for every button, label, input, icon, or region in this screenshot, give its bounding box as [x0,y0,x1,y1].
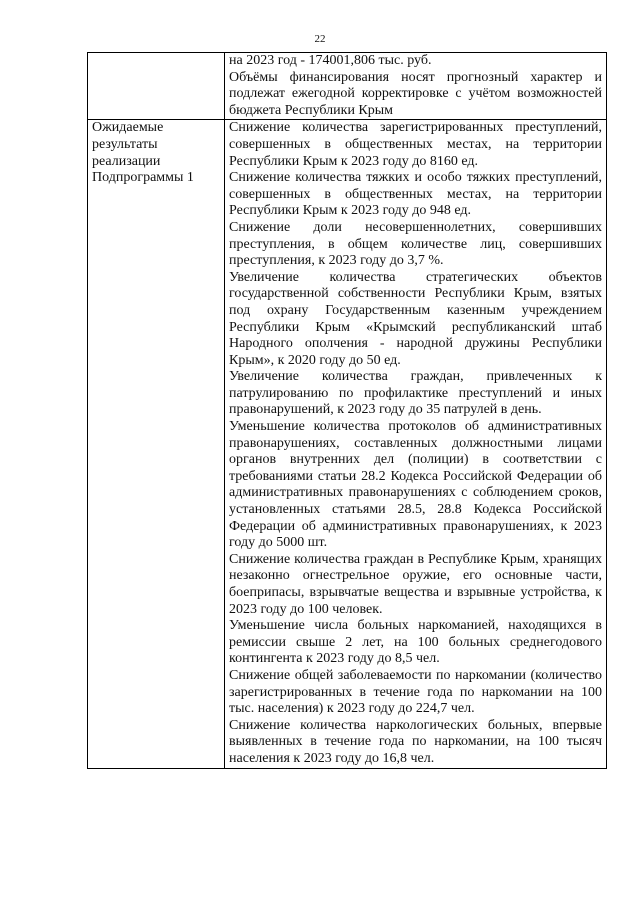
row-label [88,53,225,120]
row-label: Ожидаемые результаты реализации Подпрограммы 1 [88,120,225,768]
row-content [225,53,607,120]
result-item: Уменьшение количества протоколов об административных правонарушениях, составленных должностными лицами органов внутренних дел (полиции) в соответствии с требованиями статьи 28.2 Кодекса Российской Федерации об административных правонарушениях с соблюдением сроков, установленных статьями 28.5, 28.8 Кодекса Российской Федерации об административных правонарушениях, к 2023 году до 5000 шт. [229,419,602,551]
financing-note-text: Объёмы финансирования носят прогнозный характер и подлежат ежегодной корректировке с учётом возможностей бюджета Республики Крым [229,69,602,118]
result-item: Снижение количества граждан в Республике Крым, хранящих незаконно огнестрельное оружие, его основные части, боеприпасы, взрывчатые вещества и взрывные устройства, к 2023 году до 100 человек. [229,551,602,617]
page-number: 22 [314,33,326,45]
result-item: Увеличение количества граждан, привлеченных к патрулированию по профилактике преступлений и иных правонарушений, к 2023 году до 35 патрулей в день. [229,369,602,418]
result-item: Снижение количества тяжких и особо тяжких преступлений, совершенных в общественных местах, на территории Республики Крым к 2023 году до 948 ед. [229,170,602,219]
expected-results-list [225,120,607,768]
financing-2023-text: на 2023 год - 174001,806 тыс. руб. [229,53,432,68]
result-item: Снижение количества наркологических больных, впервые выявленных в течение года по наркомании, на 100 тысяч населения к 2023 году до 16,8 чел. [229,717,602,766]
table-row [88,53,607,120]
result-item: Снижение общей заболеваемости по наркомании (количество зарегистрированных в течение года по наркомании на 100 тыс. населения) к 2023 году до 224,7 чел. [229,667,602,717]
result-item: Увеличение количества стратегических объектов государственной собственности Республики Крым, взятых под охрану Государственным казенным учреждением Республики Крым «Крымский республиканский штаб Народного ополчения - народной дружины Республики Крым», к 2020 году до 50 ед. [229,269,602,368]
table-row [88,120,607,768]
result-item: Снижение количества зарегистрированных преступлений, совершенных в общественных местах, на территории Республики Крым к 2023 году до 8160 ед. [229,120,602,169]
result-item: Снижение доли несовершеннолетних, совершивших преступления, в общем количестве лиц, совершивших преступления, к 2023 году до 3,7 %. [229,219,602,269]
result-item: Уменьшение числа больных наркоманией, находящихся в ремиссии свыше 2 лет, на 100 больных среднегодового контингента к 2023 году до 8,5 чел. [229,618,602,667]
passport-table [87,52,607,769]
